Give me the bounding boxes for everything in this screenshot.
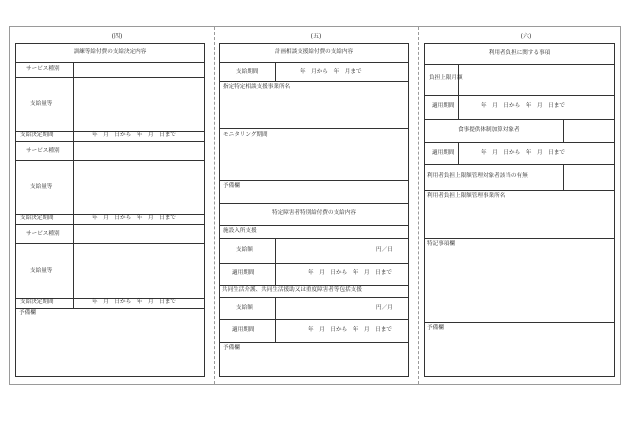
service-type-label: サービス種別	[26, 231, 60, 237]
date-range: 年 月 日から 年 月 日まで	[308, 327, 392, 333]
facility-support-label: 施設入所支援	[223, 228, 257, 234]
fold-line	[418, 27, 419, 384]
amount-label: 支給量等	[30, 184, 53, 190]
remarks-label: 予備欄	[223, 183, 240, 189]
service-type-label: サービス種別	[26, 148, 60, 154]
panel-user-burden	[424, 43, 615, 377]
panel-header: 訓練等給付費の支給決定内容	[73, 49, 147, 55]
panel-number: (五)	[310, 33, 322, 40]
payment-amount-label: 支給額	[236, 305, 253, 311]
panel-header: 利用者負担に関する事項	[488, 50, 551, 56]
applicable-period-label: 適用期間	[432, 103, 455, 109]
burden-cap-label: 負担上限月額	[429, 75, 463, 81]
amount-label: 支給量等	[30, 101, 53, 107]
applicable-period-label: 適用期間	[432, 150, 455, 156]
cap-management-label: 利用者負担上限額管理対象者該当の有無	[427, 173, 528, 179]
yen-per-month: 円／月	[376, 305, 393, 311]
group-living-header: 共同生活介護、共同生活援助又は重度障害者等包括支援	[222, 287, 362, 293]
applicable-period-label: 適用期間	[232, 270, 255, 276]
remarks-label: 予備欄	[427, 325, 444, 331]
date-range: 年 月 日から 年 月 日まで	[481, 150, 565, 156]
benefit-period-label: 支給期間	[236, 69, 259, 75]
meal-provision-label: 食事提供体制加算対象者	[458, 127, 520, 133]
panel-consultation-benefit	[219, 43, 409, 377]
panel-benefit-decision	[15, 43, 205, 377]
service-type-label: サービス種別	[26, 66, 60, 72]
date-range: 年 月 日から 年 月 日まで	[92, 299, 176, 305]
date-range: 年 月 日から 年 月 日まで	[92, 215, 176, 221]
monitoring-period-label: モニタリング期間	[223, 132, 268, 138]
panel-number: (六)	[520, 33, 532, 40]
cap-management-office-label: 利用者負担上限額管理事業所名	[427, 193, 506, 199]
panel-header: 計画相談支援給付費の支給内容	[274, 49, 354, 55]
designated-office-label: 指定特定相談支援事業所名	[223, 84, 291, 90]
remarks-label: 予備欄	[223, 345, 240, 351]
decision-period-label: 支給決定期間	[20, 299, 54, 305]
decision-period-label: 支給決定期間	[20, 132, 54, 138]
special-notes-label: 特記事項欄	[427, 241, 455, 247]
date-range: 年 月 日から 年 月 日まで	[481, 103, 565, 109]
applicable-period-label: 適用期間	[232, 327, 255, 333]
special-benefit-header: 特定障害者特別給付費の支給内容	[272, 210, 356, 216]
document-sheet	[9, 26, 621, 385]
yen-per-day: 円／日	[376, 247, 393, 253]
panel-number: (四)	[111, 33, 123, 40]
amount-label: 支給量等	[30, 268, 53, 274]
remarks-label: 予備欄	[19, 310, 36, 316]
payment-amount-label: 支給額	[236, 247, 253, 253]
date-range: 年 月 日から 年 月 日まで	[92, 132, 176, 138]
decision-period-label: 支給決定期間	[20, 215, 54, 221]
fold-line	[214, 27, 215, 384]
date-range: 年 月 日から 年 月 日まで	[308, 270, 392, 276]
month-range: 年 月から 年 月まで	[300, 69, 362, 75]
